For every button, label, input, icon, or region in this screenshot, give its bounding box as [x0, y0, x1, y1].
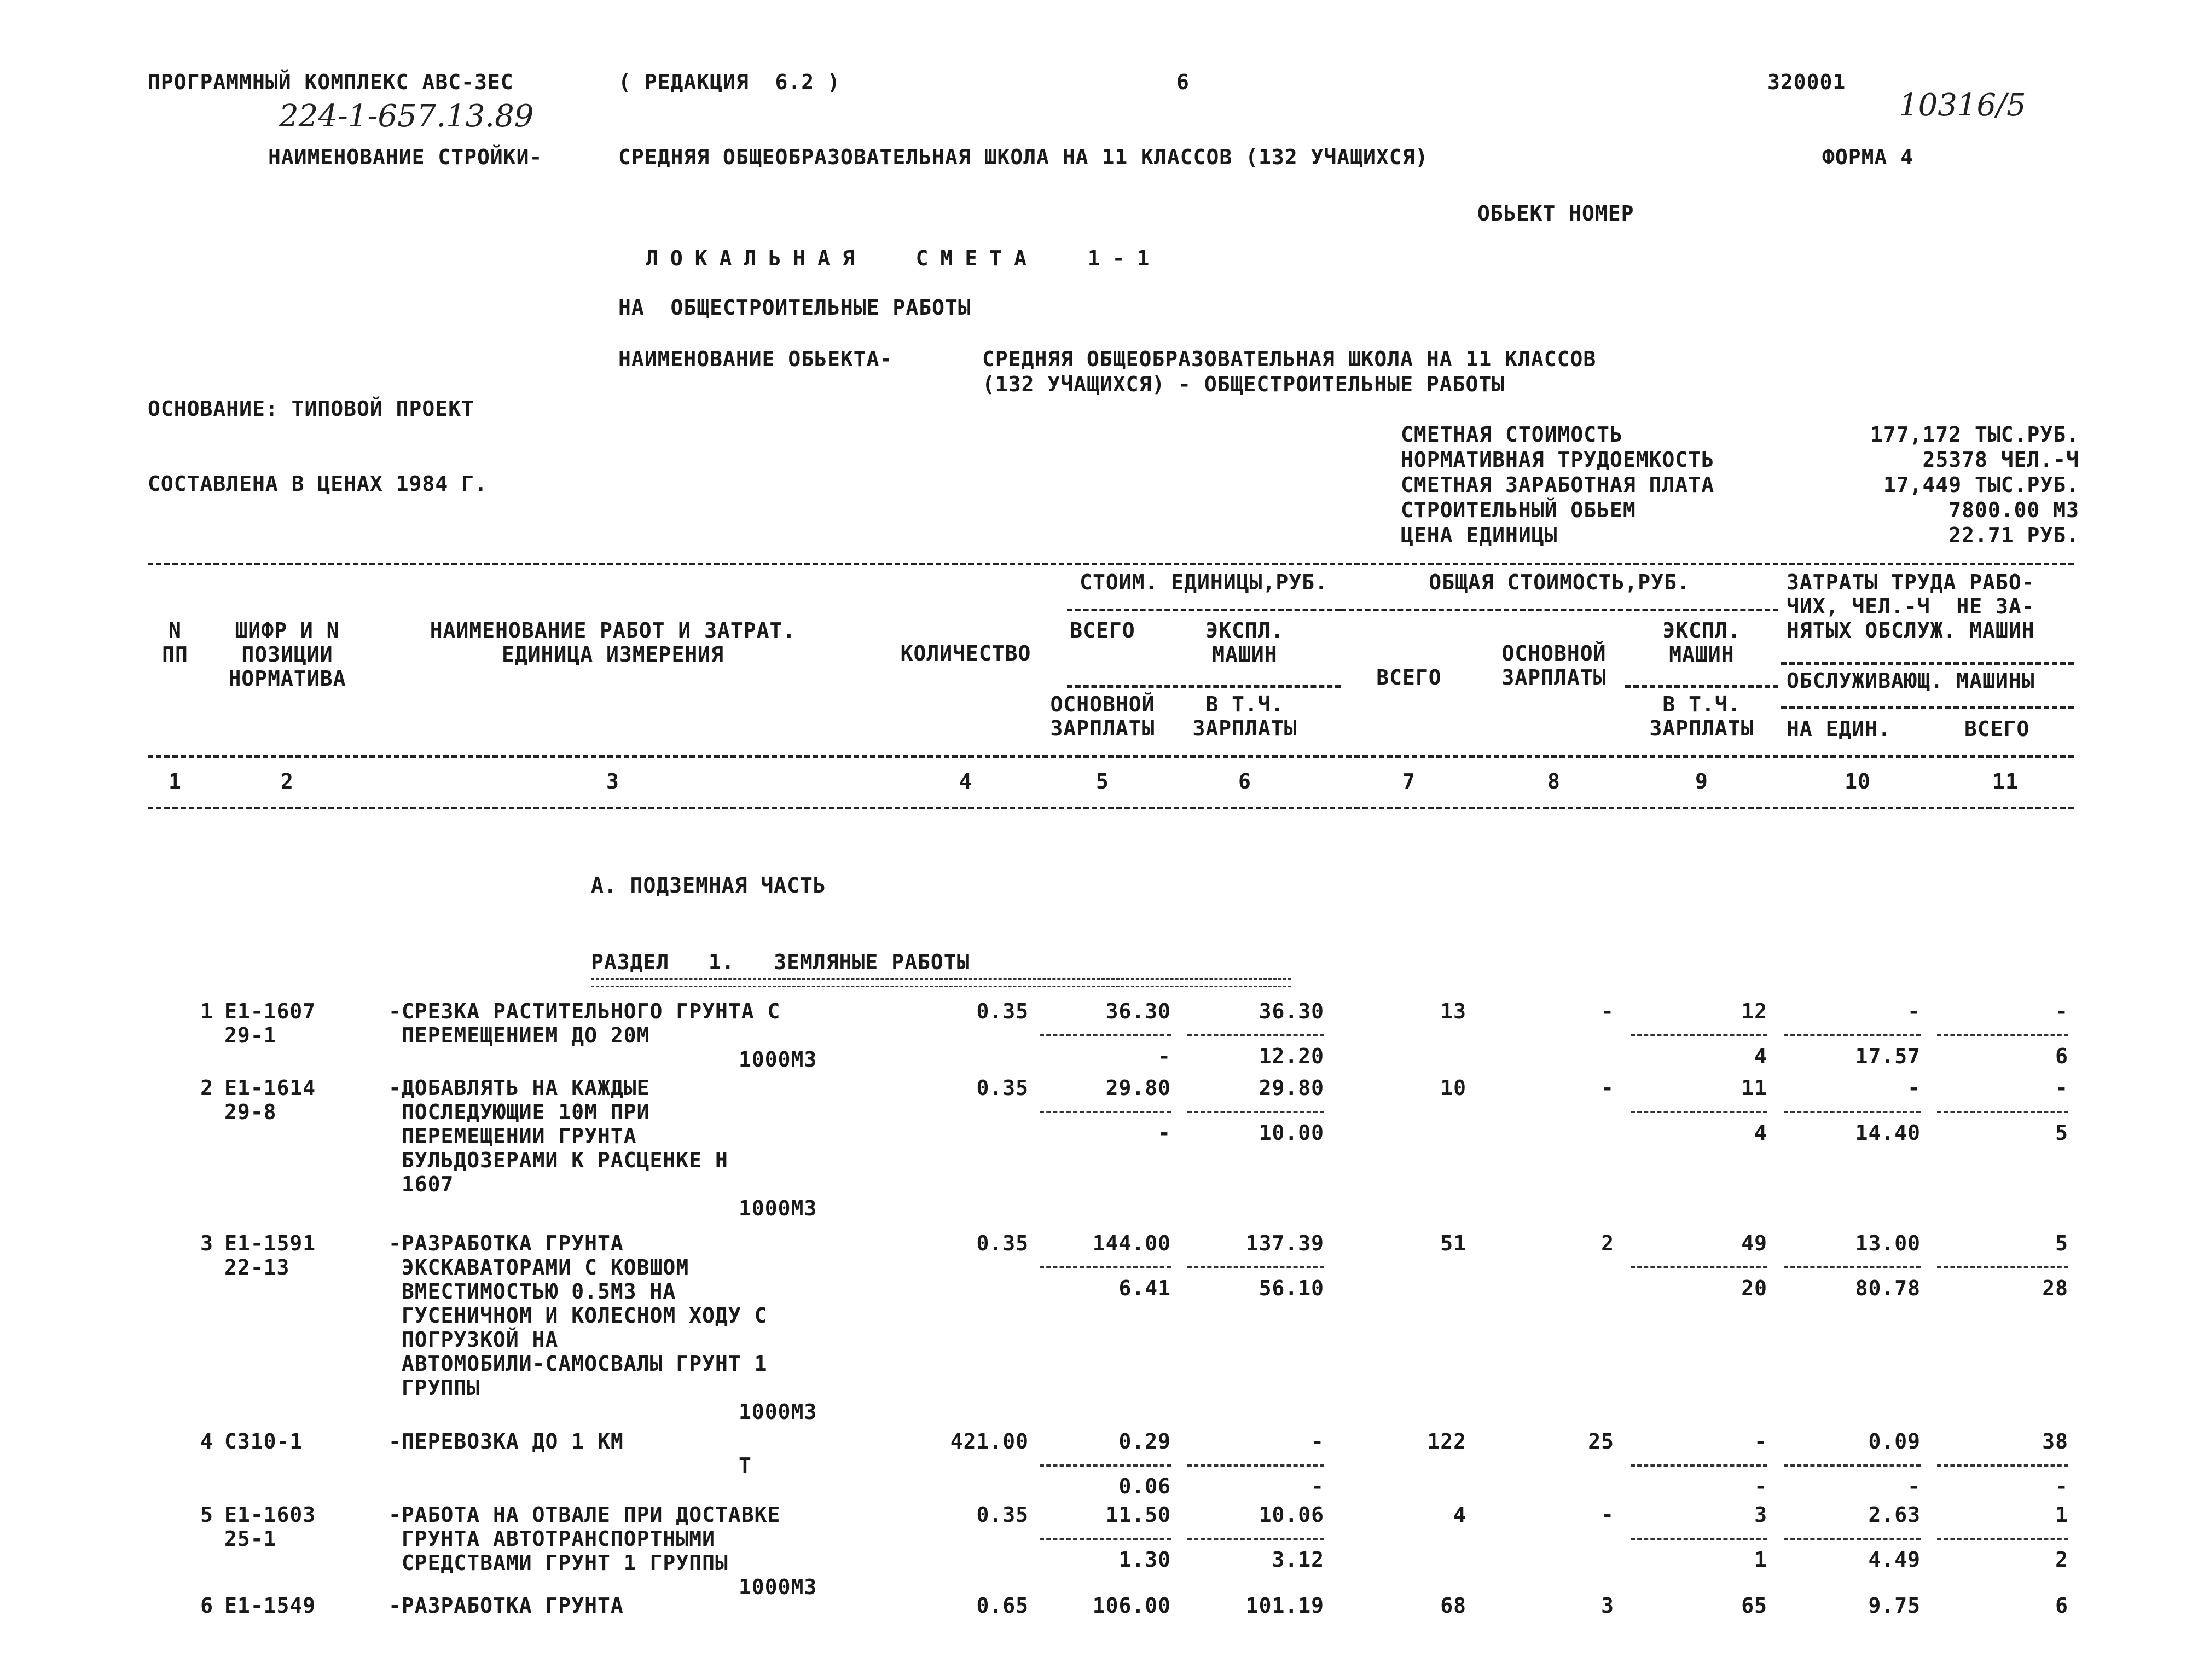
cell-t-mach: 11	[1741, 1076, 1767, 1100]
col-header-unit-base: ОСНОВНОЙ ЗАРПЛАТЫ	[1050, 692, 1155, 740]
col-number: 9	[1695, 769, 1708, 793]
cell-code2: 25-1	[224, 1527, 277, 1551]
cell-l-unit-top: -	[1907, 1076, 1921, 1100]
cell-l-total: 28	[2042, 1276, 2068, 1300]
cell-u-total: 106.00	[1092, 1594, 1171, 1618]
col-group-labor: ЗАТРАТЫ ТРУДА РАБО- ЧИХ, ЧЕЛ.-Ч НЕ ЗА- НЯТЫХ ОБСЛУЖ. МАШИН	[1787, 570, 2035, 642]
cell-t-total: 51	[1440, 1231, 1466, 1255]
col-group-unit-cost: СТОИМ. ЕДИНИЦЫ,РУБ.	[1080, 570, 1328, 594]
cell-t-base: 25	[1588, 1429, 1614, 1453]
cell-separator	[1040, 1538, 1171, 1540]
cell-l-unit-top: 9.75	[1868, 1594, 1921, 1618]
cell-separator	[1937, 1464, 2068, 1467]
summary-value: 22.71 РУБ.	[1948, 523, 2079, 547]
cell-t-incl: 20	[1741, 1276, 1767, 1300]
cell-n: 4	[200, 1429, 213, 1453]
summary-label: СТРОИТЕЛЬНЫЙ ОБЬЕМ	[1401, 498, 1636, 522]
cell-unit: 1000М3	[739, 1047, 817, 1071]
col-number: 6	[1238, 769, 1251, 793]
unit-sub-rule	[1067, 685, 1341, 688]
cell-l-total-top: -	[2055, 999, 2068, 1023]
cell-l-total-top: 1	[2055, 1503, 2068, 1527]
cell-name: -РАБОТА НА ОТВАЛЕ ПРИ ДОСТАВКЕ ГРУНТА АВТОТРАНСПОРТНЫМИ СРЕДСТВАМИ ГРУНТ 1 ГРУППЫ	[388, 1503, 781, 1575]
cell-n: 1	[200, 999, 213, 1023]
cell-t-base: 3	[1601, 1594, 1614, 1618]
summary-value: 17,449 ТЫС.РУБ.	[1883, 473, 2079, 497]
cell-l-total: -	[2055, 1474, 2068, 1498]
cell-separator	[1784, 1034, 1921, 1036]
cell-name: -СРЕЗКА РАСТИТЕЛЬНОГО ГРУНТА С ПЕРЕМЕЩЕНИЕМ ДО 20М	[388, 999, 781, 1047]
cell-n: 5	[200, 1503, 213, 1527]
razdel-underline	[591, 978, 1291, 987]
cell-separator	[1784, 1111, 1921, 1113]
basis: ОСНОВАНИЕ: ТИПОВОЙ ПРОЕКТ	[148, 397, 474, 421]
object-number-label: ОБЬЕКТ НОМЕР	[1477, 201, 1634, 225]
cell-code: Е1-1591	[224, 1231, 316, 1255]
col-number: 10	[1845, 769, 1871, 793]
document-subtitle: НА ОБЩЕСТРОИТЕЛЬНЫЕ РАБОТЫ	[618, 296, 971, 320]
cell-separator	[1040, 1034, 1171, 1036]
cell-t-incl: -	[1754, 1474, 1767, 1498]
cell-l-total-top: 6	[2055, 1594, 2068, 1618]
cell-u-total: 11.50	[1105, 1503, 1171, 1527]
cell-separator	[1631, 1538, 1767, 1540]
cell-t-base: -	[1601, 999, 1614, 1023]
price-base: СОСТАВЛЕНА В ЦЕНАХ 1984 Г.	[148, 472, 488, 496]
cell-separator	[1631, 1464, 1767, 1467]
cell-separator	[1937, 1266, 2068, 1268]
cell-t-mach: 3	[1754, 1503, 1767, 1527]
cell-l-total-top: 38	[2042, 1429, 2068, 1453]
cell-u-base: -	[1158, 1044, 1171, 1068]
cell-separator	[1937, 1034, 2068, 1036]
cell-code2: 29-1	[224, 1023, 277, 1047]
total-group-rule	[1341, 609, 1778, 611]
stroika-label: НАИМЕНОВАНИЕ СТРОЙКИ-	[268, 145, 543, 169]
cell-u-base: 0.06	[1118, 1474, 1171, 1498]
cell-qty: 0.35	[976, 1503, 1029, 1527]
cell-l-unit: -	[1907, 1474, 1921, 1498]
col-number: 3	[606, 769, 619, 793]
edition: ( РЕДАКЦИЯ 6.2 )	[618, 70, 840, 94]
summary-label: ЦЕНА ЕДИНИЦЫ	[1401, 523, 1558, 547]
cell-u-base: 6.41	[1118, 1276, 1171, 1300]
cell-t-mach: -	[1754, 1429, 1767, 1453]
cell-u-mach: 29.80	[1259, 1076, 1324, 1100]
cell-separator	[1631, 1266, 1767, 1268]
cell-separator	[1784, 1538, 1921, 1540]
cell-l-unit: 4.49	[1868, 1548, 1921, 1572]
col-number: 8	[1547, 769, 1561, 793]
cell-name: -РАЗРАБОТКА ГРУНТА ЭКСКАВАТОРАМИ С КОВШОМ ВМЕСТИМОСТЬЮ 0.5М3 НА ГУСЕНИЧНОМ И КОЛЕСНОМ ХОДУ С ПОГРУЗКОЙ НА АВТОМОБИЛИ-САМОСВАЛЫ ГРУНТ 1 ГРУППЫ	[388, 1231, 768, 1400]
cell-l-unit: 14.40	[1855, 1121, 1921, 1145]
summary-label: НОРМАТИВНАЯ ТРУДОЕМКОСТЬ	[1401, 448, 1715, 472]
col-header-total-base: ОСНОВНОЙ ЗАРПЛАТЫ	[1501, 641, 1607, 690]
cell-name: -РАЗРАБОТКА ГРУНТА	[388, 1594, 624, 1618]
col-number: 7	[1402, 769, 1416, 793]
cell-l-unit-top: 2.63	[1868, 1503, 1921, 1527]
object-label: НАИМЕНОВАНИЕ ОБЬЕКТА-	[618, 347, 893, 371]
cell-u-base: 1.30	[1118, 1548, 1171, 1572]
cell-separator	[1187, 1538, 1324, 1540]
cell-unit: 1000М3	[739, 1400, 817, 1424]
col-group-total-cost: ОБЩАЯ СТОИМОСТЬ,РУБ.	[1429, 570, 1690, 594]
cell-qty: 0.35	[976, 999, 1029, 1023]
document-title: ЛОКАЛЬНАЯ СМЕТА 1-1	[646, 246, 1162, 270]
col-number: 11	[1992, 769, 2019, 793]
cell-n: 2	[200, 1076, 213, 1100]
cell-t-base: -	[1601, 1076, 1614, 1100]
cell-l-total: 5	[2055, 1121, 2068, 1145]
col-number: 4	[959, 769, 972, 793]
cell-qty: 0.65	[976, 1594, 1029, 1618]
col-header-unit-total: ВСЕГО	[1070, 618, 1135, 642]
col-header-unit-incl: В Т.Ч. ЗАРПЛАТЫ	[1192, 692, 1297, 740]
cell-code2: 22-13	[224, 1255, 290, 1279]
unit-group-rule	[1067, 609, 1341, 611]
cell-n: 3	[200, 1231, 213, 1255]
cell-l-unit-top: 0.09	[1868, 1429, 1921, 1453]
cell-separator	[1784, 1464, 1921, 1467]
cell-separator	[1937, 1111, 2068, 1113]
col-header-total-incl: В Т.Ч. ЗАРПЛАТЫ	[1649, 692, 1754, 740]
cell-l-total-top: 5	[2055, 1231, 2068, 1255]
cell-separator	[1040, 1266, 1171, 1268]
cell-code2: 29-8	[224, 1100, 277, 1124]
cell-qty: 421.00	[950, 1429, 1029, 1453]
cell-t-base: -	[1601, 1503, 1614, 1527]
col-header-name: НАИМЕНОВАНИЕ РАБОТ И ЗАТРАТ. ЕДИНИЦА ИЗМЕРЕНИЯ	[430, 618, 796, 667]
cell-t-total: 122	[1427, 1429, 1466, 1453]
cell-t-base: 2	[1601, 1231, 1614, 1255]
program-name: ПРОГРАММНЫЙ КОМПЛЕКС АВС-3ЕС	[148, 70, 514, 94]
cell-u-mach: 101.19	[1245, 1594, 1324, 1618]
cell-l-total-top: -	[2055, 1076, 2068, 1100]
cell-l-total: 6	[2055, 1044, 2068, 1068]
cell-t-mach: 12	[1741, 999, 1767, 1023]
col-header-unit-mach: ЭКСПЛ. МАШИН	[1205, 618, 1284, 667]
page-number: 6	[1176, 70, 1190, 94]
col-number: 5	[1096, 769, 1109, 793]
cell-code: Е1-1607	[224, 999, 316, 1023]
cell-t-incl: 1	[1754, 1548, 1767, 1572]
form-label: ФОРМА 4	[1822, 145, 1914, 169]
col-header-code: ШИФР И N ПОЗИЦИИ НОРМАТИВА	[228, 618, 346, 691]
table-top-rule	[148, 563, 2074, 565]
col-number: 1	[169, 769, 182, 793]
handwritten-project-number: 224-1-657.13.89	[279, 99, 534, 134]
cell-l-total: 2	[2055, 1548, 2068, 1572]
cell-unit: 1000М3	[739, 1196, 817, 1220]
cell-code: С310-1	[224, 1429, 303, 1453]
col-header-n: N ПП	[162, 618, 188, 667]
cell-unit: Т	[739, 1453, 752, 1478]
cell-name: -ДОБАВЛЯТЬ НА КАЖДЫЕ ПОСЛЕДУЮЩИЕ 10М ПРИ ПЕРЕМЕЩЕНИИ ГРУНТА БУЛЬДОЗЕРАМИ К РАСЦЕНКЕ Н 1607	[388, 1076, 728, 1196]
document-code: 320001	[1767, 70, 1846, 94]
summary-value: 7800.00 М3	[1948, 498, 2079, 522]
cell-l-unit-top: -	[1907, 999, 1921, 1023]
cell-code: Е1-1614	[224, 1076, 316, 1100]
cell-qty: 0.35	[976, 1231, 1029, 1255]
cell-code: Е1-1549	[224, 1594, 316, 1618]
cell-u-incl: 12.20	[1259, 1044, 1324, 1068]
handwritten-sheet-number: 10316/5	[1899, 88, 2026, 123]
summary-value: 25378 ЧЕЛ.-Ч	[1922, 448, 2079, 472]
cell-u-mach: 10.06	[1259, 1503, 1324, 1527]
razdel-heading: РАЗДЕЛ 1. ЗЕМЛЯНЫЕ РАБОТЫ	[591, 950, 970, 974]
cell-separator	[1040, 1464, 1171, 1467]
cell-separator	[1187, 1111, 1324, 1113]
cell-l-unit: 80.78	[1855, 1276, 1921, 1300]
cell-u-total: 29.80	[1105, 1076, 1171, 1100]
part-heading: А. ПОДЗЕМНАЯ ЧАСТЬ	[591, 873, 826, 897]
cell-n: 6	[200, 1594, 213, 1618]
object-value-line2: (132 УЧАЩИХСЯ) - ОБЩЕСТРОИТЕЛЬНЫЕ РАБОТЫ	[982, 372, 1505, 396]
cell-t-mach: 49	[1741, 1231, 1767, 1255]
cell-separator	[1040, 1111, 1171, 1113]
col-header-labor-total: ВСЕГО	[1964, 717, 2030, 741]
cell-separator	[1631, 1034, 1767, 1036]
cell-separator	[1187, 1034, 1324, 1036]
cell-u-base: -	[1158, 1121, 1171, 1145]
summary-label: СМЕТНАЯ СТОИМОСТЬ	[1401, 422, 1623, 447]
header-bottom-rule	[148, 755, 2074, 758]
cell-separator	[1784, 1266, 1921, 1268]
cell-u-mach: 36.30	[1259, 999, 1324, 1023]
labor-sub-rule	[1781, 662, 2074, 665]
summary-value: 177,172 ТЫС.РУБ.	[1870, 422, 2079, 447]
total-sub-rule	[1625, 685, 1778, 688]
col-header-labor-unit: НА ЕДИН.	[1787, 717, 1892, 741]
cell-u-incl: 10.00	[1259, 1121, 1324, 1145]
cell-separator	[1631, 1111, 1767, 1113]
cell-u-total: 0.29	[1118, 1429, 1171, 1453]
cell-l-unit-top: 13.00	[1855, 1231, 1921, 1255]
summary-label: СМЕТНАЯ ЗАРАБОТНАЯ ПЛАТА	[1401, 473, 1715, 497]
labor-sub-rule-2	[1781, 706, 2074, 709]
col-header-total-mach: ЭКСПЛ. МАШИН	[1662, 618, 1741, 667]
cell-name: -ПЕРЕВОЗКА ДО 1 КМ	[388, 1429, 624, 1453]
object-value-line1: СРЕДНЯЯ ОБЩЕОБРАЗОВАТЕЛЬНАЯ ШКОЛА НА 11 КЛАССОВ	[982, 347, 1597, 371]
col-header-labor-service: ОБСЛУЖИВАЮЩ. МАШИНЫ	[1787, 669, 2035, 693]
cell-t-total: 68	[1440, 1594, 1466, 1618]
cell-u-total: 36.30	[1105, 999, 1171, 1023]
col-header-qty: КОЛИЧЕСТВО	[900, 641, 1031, 665]
cell-t-total: 4	[1453, 1503, 1466, 1527]
numbers-bottom-rule	[148, 807, 2074, 809]
cell-u-incl: 3.12	[1272, 1548, 1324, 1572]
cell-u-mach: 137.39	[1245, 1231, 1324, 1255]
col-number: 2	[281, 769, 294, 793]
cell-t-total: 13	[1440, 999, 1466, 1023]
cell-u-mach: -	[1311, 1429, 1324, 1453]
cell-separator	[1187, 1266, 1324, 1268]
cell-u-total: 144.00	[1092, 1231, 1171, 1255]
cell-l-unit: 17.57	[1855, 1044, 1921, 1068]
stroika-value: СРЕДНЯЯ ОБЩЕОБРАЗОВАТЕЛЬНАЯ ШКОЛА НА 11 КЛАССОВ (132 УЧАЩИХСЯ)	[618, 145, 1429, 169]
cell-t-incl: 4	[1754, 1044, 1767, 1068]
cell-u-incl: 56.10	[1259, 1276, 1324, 1300]
cell-separator	[1187, 1464, 1324, 1467]
cell-t-total: 10	[1440, 1076, 1466, 1100]
cell-t-incl: 4	[1754, 1121, 1767, 1145]
cell-unit: 1000М3	[739, 1575, 817, 1599]
cell-qty: 0.35	[976, 1076, 1029, 1100]
cell-separator	[1937, 1538, 2068, 1540]
cell-u-incl: -	[1311, 1474, 1324, 1498]
cell-t-mach: 65	[1741, 1594, 1767, 1618]
col-header-total: ВСЕГО	[1376, 665, 1442, 690]
cell-code: Е1-1603	[224, 1503, 316, 1527]
